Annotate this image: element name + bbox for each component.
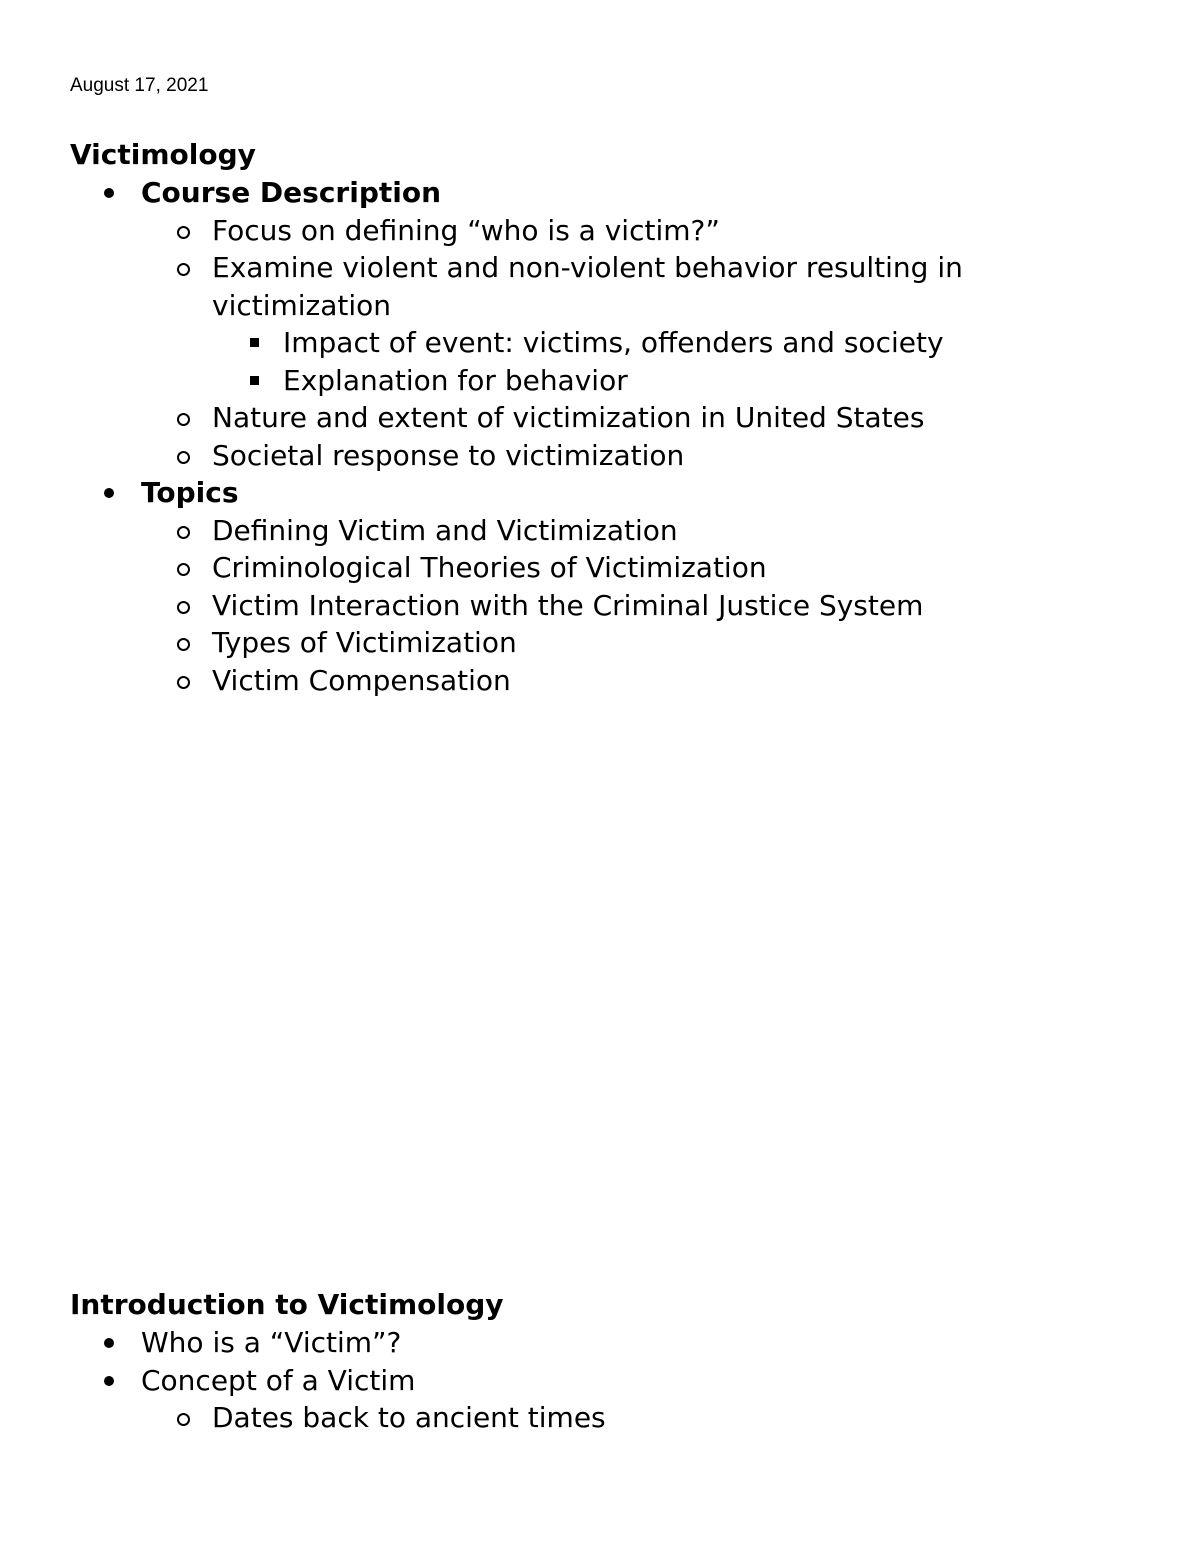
bullet-list [70, 174, 1140, 699]
list-item-label: Nature and extent of victimization in United States [212, 401, 925, 434]
list-item [70, 174, 1140, 474]
list-item [141, 437, 1140, 475]
list-item [70, 474, 1140, 699]
bullet-list [70, 1324, 1140, 1437]
disc-bullet-icon [104, 1376, 114, 1386]
disc-bullet-icon [104, 1338, 114, 1348]
list-item [141, 512, 1140, 550]
list-item-label: Dates back to ancient times [212, 1401, 606, 1434]
square-bullet-icon [250, 338, 259, 347]
list-item-label: Defining Victim and Victimization [212, 513, 678, 547]
section-heading: Victimology [70, 138, 256, 171]
list-item [141, 662, 1140, 700]
section-heading: Introduction to Victimology [70, 1288, 504, 1321]
list-item-label: Criminological Theories of Victimization [212, 551, 767, 584]
sub-list [141, 512, 1140, 700]
section-introduction [70, 1286, 1140, 1437]
disc-bullet-icon [104, 488, 114, 498]
list-item-label: Explanation for behavior [283, 363, 628, 397]
list-item [70, 1362, 1140, 1437]
list-item-label: Course Description [141, 176, 442, 209]
list-item [141, 549, 1140, 587]
list-item-label: Types of Victimization [212, 626, 517, 659]
sub-list [141, 1399, 1140, 1437]
circle-bullet-icon [177, 451, 190, 464]
list-item [212, 362, 1140, 400]
circle-bullet-icon [177, 1413, 190, 1426]
list-item-label: Victim Compensation [212, 663, 511, 697]
list-item [141, 587, 1140, 625]
circle-bullet-icon [177, 526, 190, 539]
square-bullet-icon [250, 376, 259, 385]
sub-list [212, 324, 1140, 399]
circle-bullet-icon [177, 638, 190, 651]
document-date: August 17, 2021 [70, 75, 209, 96]
list-item-label: Examine violent and non-violent behavior resulting in victimization [212, 251, 963, 322]
list-item-label: Societal response to victimization [212, 438, 685, 472]
circle-bullet-icon [177, 601, 190, 614]
sub-list [141, 212, 1140, 475]
list-item [141, 624, 1140, 662]
list-item [70, 1324, 1140, 1362]
circle-bullet-icon [177, 263, 190, 276]
list-item-label: Concept of a Victim [141, 1363, 416, 1397]
circle-bullet-icon [177, 226, 190, 239]
list-item [141, 1399, 1140, 1437]
list-item-label: Focus on defining “who is a victim?” [212, 213, 720, 247]
list-item-label: Who is a “Victim”? [141, 1326, 402, 1359]
section-victimology [70, 136, 1140, 699]
circle-bullet-icon [177, 563, 190, 576]
list-item-label: Victim Interaction with the Criminal Justice System [212, 588, 924, 622]
list-item-label: Impact of event: victims, offenders and society [283, 326, 944, 359]
list-item-label: Topics [141, 476, 239, 509]
disc-bullet-icon [104, 188, 114, 198]
list-item [212, 324, 1140, 362]
circle-bullet-icon [177, 413, 190, 426]
circle-bullet-icon [177, 676, 190, 689]
list-item [141, 399, 1140, 437]
list-item [141, 249, 1140, 399]
list-item [141, 212, 1140, 250]
